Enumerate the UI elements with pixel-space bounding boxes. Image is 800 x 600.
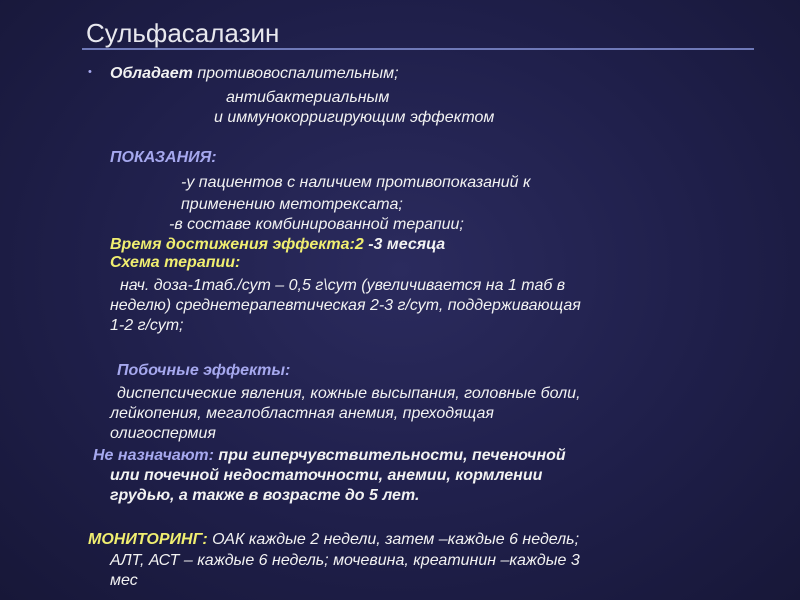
side-effects-heading: Побочные эффекты: bbox=[117, 362, 291, 379]
title-divider bbox=[82, 48, 754, 50]
monitoring-line-3: мес bbox=[110, 572, 138, 589]
monitoring-line-1-text: ОАК каждые 2 недели, затем –каждые 6 недель; bbox=[207, 531, 580, 548]
intro-line-3: и иммунокорригирующим эффектом bbox=[214, 109, 495, 126]
indications-line-1: -у пациентов с наличием противопоказаний к bbox=[181, 174, 531, 191]
effect-time bbox=[110, 235, 445, 255]
bullet-marker: • bbox=[88, 66, 92, 78]
contraindications-line-2: или почечной недостаточности, анемии, кормлении bbox=[110, 467, 543, 484]
scheme-line-3: 1-2 г/сут; bbox=[110, 317, 184, 334]
monitoring-line-2: АЛТ, АСТ – каждые 6 недель; мочевина, креатинин –каждые 3 bbox=[110, 552, 580, 569]
contraindications-line-1-text: при гиперчувствительности, печеночной bbox=[213, 447, 566, 464]
intro-line-1-rest: противовоспалительным; bbox=[192, 65, 399, 82]
intro-line-1 bbox=[110, 64, 399, 84]
contraindications-line-1 bbox=[93, 446, 566, 466]
monitoring-line-1 bbox=[88, 530, 579, 550]
slide-title: Сульфасалазин bbox=[86, 18, 280, 48]
side-effects-line-2: лейкопения, мегалобластная анемия, преходящая bbox=[110, 405, 494, 422]
indications-line-3: -в составе комбинированной терапии; bbox=[169, 216, 464, 233]
contraindications-line-3: грудью, а также в возрасте до 5 лет. bbox=[110, 487, 420, 504]
side-effects-line-3: олигоспермия bbox=[110, 425, 216, 442]
side-effects-line-1: диспепсические явления, кожные высыпания, головные боли, bbox=[117, 385, 581, 402]
indications-line-2: применению метотрексата; bbox=[181, 196, 403, 213]
contraindications-label: Не назначают: bbox=[93, 447, 214, 464]
scheme-line-1: нач. доза-1таб./сут – 0,5 г\сут (увеличивается на 1 таб в bbox=[120, 277, 566, 294]
indications-heading: ПОКАЗАНИЯ: bbox=[110, 149, 217, 166]
effect-time-label: Время достижения эффекта:2 bbox=[110, 236, 364, 253]
scheme-line-2: неделю) среднетерапевтическая 2-3 г/сут, поддерживающая bbox=[110, 297, 581, 314]
monitoring-label: МОНИТОРИНГ: bbox=[88, 531, 208, 548]
intro-lead: Обладает bbox=[110, 65, 193, 82]
effect-time-value: -3 месяца bbox=[363, 236, 446, 253]
scheme-heading: Схема терапии: bbox=[110, 254, 241, 271]
intro-line-2: антибактериальным bbox=[226, 89, 390, 106]
